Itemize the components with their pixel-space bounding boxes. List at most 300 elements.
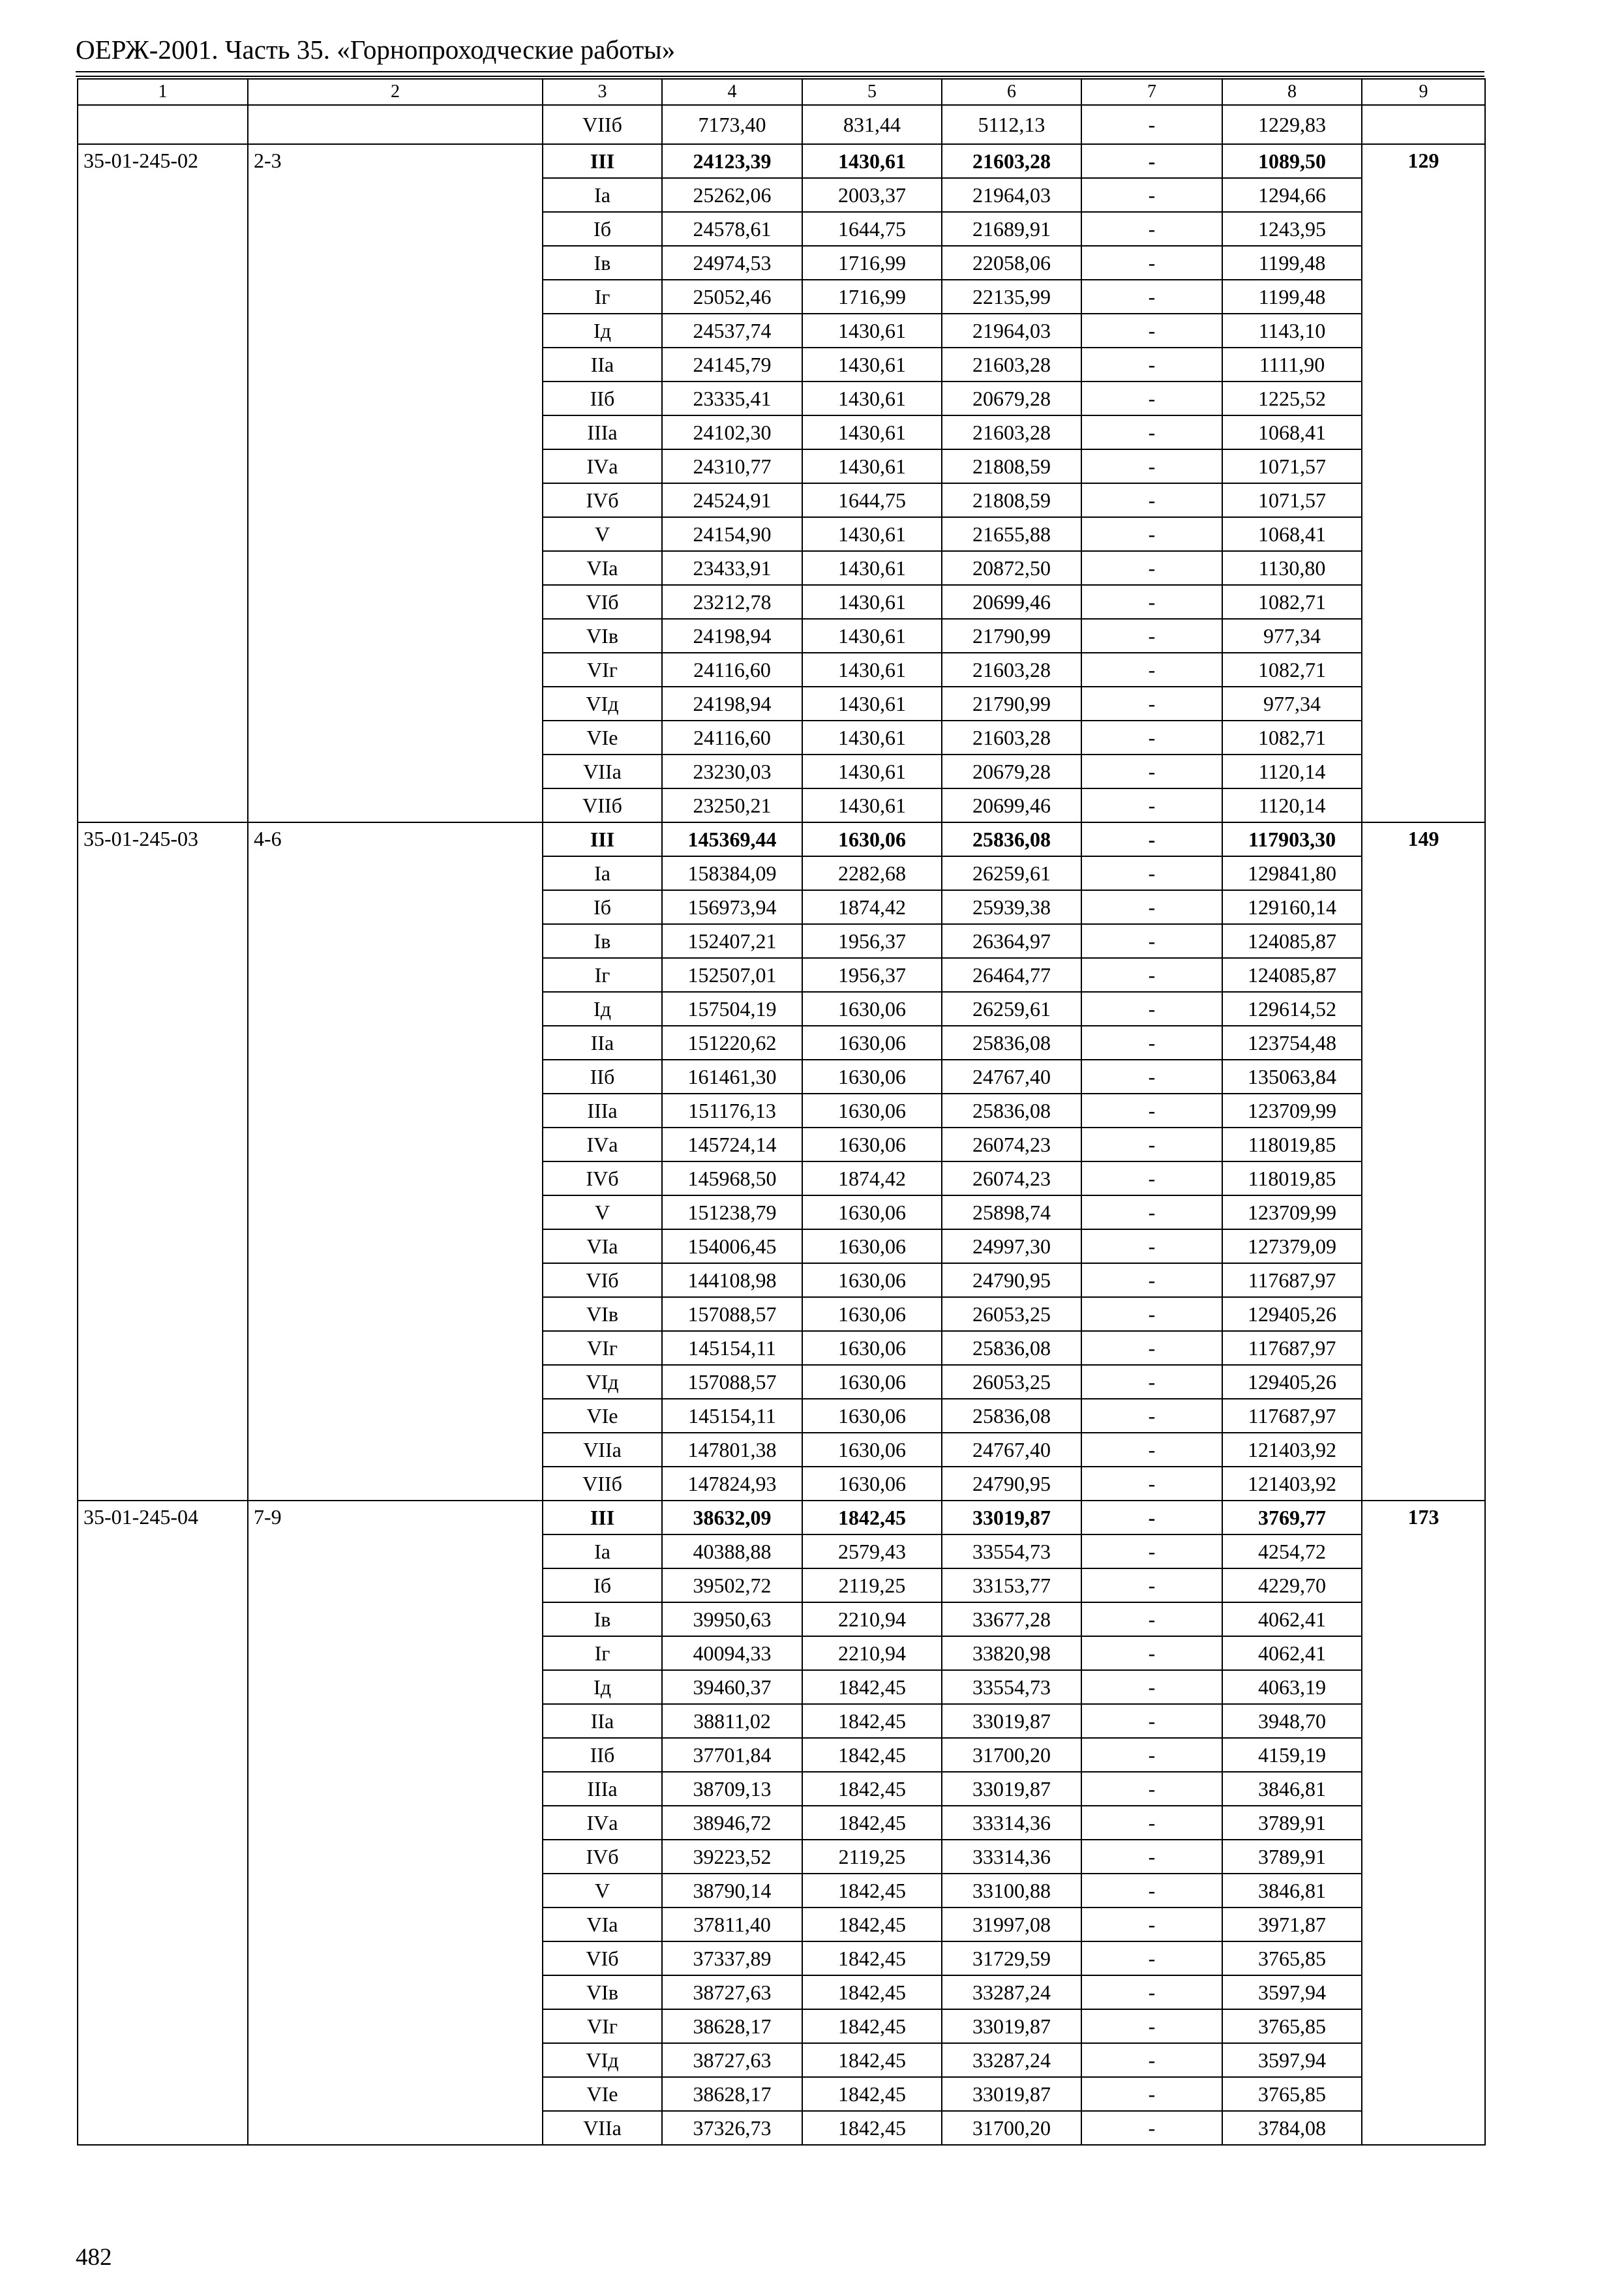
value-col6-cell: 22135,99 <box>942 280 1081 314</box>
value-col5-cell: 1430,61 <box>802 415 942 449</box>
value-col5-cell: 831,44 <box>802 105 942 144</box>
category-cell: Iб <box>543 890 662 924</box>
value-col5-cell: 1630,06 <box>802 1433 942 1467</box>
category-cell: IIа <box>543 348 662 382</box>
value-col6-cell: 33019,87 <box>942 2077 1081 2111</box>
value-col7-cell: - <box>1081 517 1222 551</box>
value-col8-cell: 1294,66 <box>1222 178 1362 212</box>
value-col5-cell: 1630,06 <box>802 1331 942 1365</box>
value-col5-cell: 1430,61 <box>802 619 942 653</box>
value-col5-cell: 1430,61 <box>802 755 942 788</box>
value-col6-cell: 25898,74 <box>942 1195 1081 1229</box>
value-col8-cell: 3789,91 <box>1222 1806 1362 1840</box>
value-col4-cell: 23230,03 <box>662 755 802 788</box>
value-col4-cell: 24974,53 <box>662 246 802 280</box>
value-col4-cell: 24116,60 <box>662 653 802 687</box>
value-col5-cell: 1842,45 <box>802 1501 942 1534</box>
value-col5-cell: 1842,45 <box>802 1738 942 1772</box>
rates-table <box>77 78 1486 2146</box>
category-cell: VIд <box>543 2043 662 2077</box>
value-col6-cell: 31997,08 <box>942 1908 1081 1941</box>
value-col5-cell: 1630,06 <box>802 992 942 1026</box>
value-col4-cell: 145369,44 <box>662 822 802 856</box>
value-col5-cell: 1644,75 <box>802 483 942 517</box>
value-col8-cell: 3765,85 <box>1222 2009 1362 2043</box>
category-cell: V <box>543 517 662 551</box>
value-col7-cell: - <box>1081 890 1222 924</box>
value-col5-cell: 1842,45 <box>802 2009 942 2043</box>
value-col4-cell: 24537,74 <box>662 314 802 348</box>
value-col6-cell: 24997,30 <box>942 1229 1081 1263</box>
value-col8-cell: 129405,26 <box>1222 1297 1362 1331</box>
value-col6-cell: 33100,88 <box>942 1874 1081 1908</box>
value-col7-cell: - <box>1081 856 1222 890</box>
value-col5-cell: 1630,06 <box>802 1365 942 1399</box>
value-col6-cell: 33153,77 <box>942 1568 1081 1602</box>
value-col4-cell: 39460,37 <box>662 1670 802 1704</box>
value-col6-cell: 21808,59 <box>942 483 1081 517</box>
range-cell: 7-9 <box>248 1501 543 2145</box>
value-col6-cell: 31700,20 <box>942 1738 1081 1772</box>
category-cell: IIа <box>543 1026 662 1060</box>
value-col4-cell: 147824,93 <box>662 1467 802 1501</box>
value-col7-cell: - <box>1081 1772 1222 1806</box>
category-cell: VIг <box>543 2009 662 2043</box>
value-col4-cell: 24154,90 <box>662 517 802 551</box>
value-col7-cell: - <box>1081 246 1222 280</box>
value-col6-cell: 24790,95 <box>942 1263 1081 1297</box>
value-col4-cell: 158384,09 <box>662 856 802 890</box>
value-col7-cell: - <box>1081 721 1222 755</box>
code-cell: 35-01-245-03 <box>78 822 248 1501</box>
value-col4-cell: 38790,14 <box>662 1874 802 1908</box>
value-col5-cell: 1630,06 <box>802 822 942 856</box>
value-col7-cell: - <box>1081 1738 1222 1772</box>
value-col7-cell: - <box>1081 1060 1222 1094</box>
value-col4-cell: 24102,30 <box>662 415 802 449</box>
value-col4-cell: 151238,79 <box>662 1195 802 1229</box>
value-col4-cell: 24145,79 <box>662 348 802 382</box>
value-col6-cell: 21603,28 <box>942 415 1081 449</box>
category-cell: VIIа <box>543 2111 662 2145</box>
value-col5-cell: 1630,06 <box>802 1060 942 1094</box>
value-col7-cell: - <box>1081 585 1222 619</box>
value-col5-cell: 1430,61 <box>802 449 942 483</box>
category-cell: VIв <box>543 1975 662 2009</box>
value-col6-cell: 25836,08 <box>942 1094 1081 1128</box>
value-col8-cell: 3948,70 <box>1222 1704 1362 1738</box>
col9-cell <box>1362 105 1485 144</box>
value-col7-cell: - <box>1081 348 1222 382</box>
value-col4-cell: 38811,02 <box>662 1704 802 1738</box>
value-col6-cell: 20679,28 <box>942 755 1081 788</box>
value-col7-cell: - <box>1081 958 1222 992</box>
category-cell: Iа <box>543 1534 662 1568</box>
value-col6-cell: 20679,28 <box>942 382 1081 415</box>
category-cell: Iв <box>543 246 662 280</box>
value-col8-cell: 124085,87 <box>1222 958 1362 992</box>
group-header-row <box>78 822 1485 856</box>
column-number-6: 6 <box>942 79 1081 105</box>
value-col8-cell: 1120,14 <box>1222 755 1362 788</box>
value-col7-cell: - <box>1081 1365 1222 1399</box>
category-cell: Iг <box>543 958 662 992</box>
value-col5-cell: 1630,06 <box>802 1195 942 1229</box>
column-number-row <box>78 79 1485 105</box>
value-col6-cell: 33019,87 <box>942 1704 1081 1738</box>
category-cell: IVб <box>543 483 662 517</box>
value-col5-cell: 1842,45 <box>802 2043 942 2077</box>
value-col7-cell: - <box>1081 178 1222 212</box>
value-col8-cell: 117903,30 <box>1222 822 1362 856</box>
value-col7-cell: - <box>1081 1840 1222 1874</box>
category-cell: VIе <box>543 721 662 755</box>
value-col4-cell: 38709,13 <box>662 1772 802 1806</box>
value-col4-cell: 24578,61 <box>662 212 802 246</box>
value-col6-cell: 26074,23 <box>942 1161 1081 1195</box>
value-col4-cell: 145154,11 <box>662 1399 802 1433</box>
value-col4-cell: 156973,94 <box>662 890 802 924</box>
category-cell: IVа <box>543 449 662 483</box>
value-col4-cell: 40388,88 <box>662 1534 802 1568</box>
value-col4-cell: 38727,63 <box>662 2043 802 2077</box>
value-col6-cell: 21689,91 <box>942 212 1081 246</box>
value-col4-cell: 23250,21 <box>662 788 802 822</box>
value-col7-cell: - <box>1081 1128 1222 1161</box>
value-col8-cell: 4062,41 <box>1222 1636 1362 1670</box>
category-cell: Iб <box>543 1568 662 1602</box>
value-col6-cell: 26464,77 <box>942 958 1081 992</box>
value-col6-cell: 20872,50 <box>942 551 1081 585</box>
value-col7-cell: - <box>1081 1195 1222 1229</box>
header-rule-top <box>76 71 1484 72</box>
value-col7-cell: - <box>1081 1636 1222 1670</box>
value-col7-cell: - <box>1081 280 1222 314</box>
value-col8-cell: 3971,87 <box>1222 1908 1362 1941</box>
value-col8-cell: 1199,48 <box>1222 280 1362 314</box>
category-cell: VIIа <box>543 755 662 788</box>
value-col6-cell: 33554,73 <box>942 1534 1081 1568</box>
value-col6-cell: 24790,95 <box>942 1467 1081 1501</box>
value-col6-cell: 33677,28 <box>942 1602 1081 1636</box>
value-col6-cell: 33314,36 <box>942 1806 1081 1840</box>
code-cell: 35-01-245-04 <box>78 1501 248 2145</box>
category-cell: Iа <box>543 856 662 890</box>
value-col8-cell: 3765,85 <box>1222 2077 1362 2111</box>
value-col5-cell: 2579,43 <box>802 1534 942 1568</box>
value-col4-cell: 37701,84 <box>662 1738 802 1772</box>
value-col8-cell: 1130,80 <box>1222 551 1362 585</box>
value-col8-cell: 118019,85 <box>1222 1128 1362 1161</box>
value-col8-cell: 3597,94 <box>1222 2043 1362 2077</box>
value-col5-cell: 1430,61 <box>802 314 942 348</box>
value-col6-cell: 21964,03 <box>942 314 1081 348</box>
value-col6-cell: 20699,46 <box>942 788 1081 822</box>
value-col4-cell: 24116,60 <box>662 721 802 755</box>
value-col8-cell: 3765,85 <box>1222 1941 1362 1975</box>
category-cell: VIIб <box>543 788 662 822</box>
value-col4-cell: 157088,57 <box>662 1297 802 1331</box>
value-col7-cell: - <box>1081 1806 1222 1840</box>
value-col8-cell: 129841,80 <box>1222 856 1362 890</box>
value-col8-cell: 123754,48 <box>1222 1026 1362 1060</box>
value-col7-cell: - <box>1081 1263 1222 1297</box>
value-col6-cell: 31700,20 <box>942 2111 1081 2145</box>
value-col6-cell: 25836,08 <box>942 1026 1081 1060</box>
value-col7-cell: - <box>1081 314 1222 348</box>
column-number-7: 7 <box>1081 79 1222 105</box>
value-col8-cell: 1082,71 <box>1222 721 1362 755</box>
value-col8-cell: 1068,41 <box>1222 517 1362 551</box>
category-cell: VIе <box>543 2077 662 2111</box>
category-cell: IIб <box>543 1738 662 1772</box>
value-col6-cell: 21655,88 <box>942 517 1081 551</box>
category-cell: V <box>543 1874 662 1908</box>
category-cell: VIа <box>543 1908 662 1941</box>
value-col5-cell: 1630,06 <box>802 1094 942 1128</box>
value-col7-cell: - <box>1081 2077 1222 2111</box>
value-col7-cell: - <box>1081 992 1222 1026</box>
value-col6-cell: 5112,13 <box>942 105 1081 144</box>
value-col4-cell: 145724,14 <box>662 1128 802 1161</box>
value-col5-cell: 1874,42 <box>802 1161 942 1195</box>
category-cell: VIIа <box>543 1433 662 1467</box>
value-col4-cell: 24524,91 <box>662 483 802 517</box>
value-col5-cell: 1430,61 <box>802 687 942 721</box>
value-col7-cell: - <box>1081 619 1222 653</box>
value-col4-cell: 23212,78 <box>662 585 802 619</box>
value-col5-cell: 1430,61 <box>802 551 942 585</box>
value-col7-cell: - <box>1081 144 1222 178</box>
value-col8-cell: 1082,71 <box>1222 653 1362 687</box>
value-col4-cell: 152407,21 <box>662 924 802 958</box>
value-col6-cell: 26259,61 <box>942 992 1081 1026</box>
category-cell: III <box>543 144 662 178</box>
value-col7-cell: - <box>1081 1399 1222 1433</box>
category-cell: Iг <box>543 1636 662 1670</box>
category-cell: Iв <box>543 1602 662 1636</box>
value-col8-cell: 123709,99 <box>1222 1195 1362 1229</box>
value-col6-cell: 25836,08 <box>942 1399 1081 1433</box>
value-col5-cell: 1630,06 <box>802 1026 942 1060</box>
value-col5-cell: 1842,45 <box>802 1941 942 1975</box>
value-col7-cell: - <box>1081 1874 1222 1908</box>
value-col5-cell: 1716,99 <box>802 280 942 314</box>
code-cell <box>78 105 248 144</box>
page-header-title: ОЕРЖ-2001. Часть 35. «Горнопроходческие работы» <box>76 35 676 65</box>
category-cell: IIб <box>543 382 662 415</box>
range-cell <box>248 105 543 144</box>
value-col7-cell: - <box>1081 1467 1222 1501</box>
value-col8-cell: 977,34 <box>1222 619 1362 653</box>
value-col8-cell: 3597,94 <box>1222 1975 1362 2009</box>
value-col4-cell: 24198,94 <box>662 619 802 653</box>
value-col6-cell: 21603,28 <box>942 653 1081 687</box>
value-col6-cell: 33314,36 <box>942 1840 1081 1874</box>
category-cell: IIб <box>543 1060 662 1094</box>
value-col8-cell: 121403,92 <box>1222 1467 1362 1501</box>
value-col7-cell: - <box>1081 1161 1222 1195</box>
value-col8-cell: 4254,72 <box>1222 1534 1362 1568</box>
value-col8-cell: 1225,52 <box>1222 382 1362 415</box>
value-col4-cell: 144108,98 <box>662 1263 802 1297</box>
category-cell: VIб <box>543 1263 662 1297</box>
value-col7-cell: - <box>1081 483 1222 517</box>
value-col8-cell: 117687,97 <box>1222 1331 1362 1365</box>
value-col8-cell: 1229,83 <box>1222 105 1362 144</box>
column-number-9: 9 <box>1362 79 1485 105</box>
value-col5-cell: 1842,45 <box>802 1874 942 1908</box>
value-col5-cell: 1430,61 <box>802 144 942 178</box>
value-col6-cell: 33820,98 <box>942 1636 1081 1670</box>
value-col8-cell: 977,34 <box>1222 687 1362 721</box>
value-col8-cell: 1111,90 <box>1222 348 1362 382</box>
category-cell: IIа <box>543 1704 662 1738</box>
value-col7-cell: - <box>1081 1568 1222 1602</box>
value-col8-cell: 117687,97 <box>1222 1263 1362 1297</box>
value-col5-cell: 1630,06 <box>802 1128 942 1161</box>
continuation-row <box>78 105 1485 144</box>
value-col8-cell: 117687,97 <box>1222 1399 1362 1433</box>
value-col5-cell: 2119,25 <box>802 1840 942 1874</box>
value-col7-cell: - <box>1081 1094 1222 1128</box>
value-col7-cell: - <box>1081 1670 1222 1704</box>
category-cell: VIд <box>543 1365 662 1399</box>
category-cell: VIе <box>543 1399 662 1433</box>
value-col8-cell: 3789,91 <box>1222 1840 1362 1874</box>
category-cell: VIв <box>543 619 662 653</box>
value-col7-cell: - <box>1081 788 1222 822</box>
code-cell: 35-01-245-02 <box>78 144 248 822</box>
value-col7-cell: - <box>1081 382 1222 415</box>
value-col8-cell: 1082,71 <box>1222 585 1362 619</box>
value-col7-cell: - <box>1081 1941 1222 1975</box>
value-col8-cell: 127379,09 <box>1222 1229 1362 1263</box>
value-col4-cell: 147801,38 <box>662 1433 802 1467</box>
value-col8-cell: 4063,19 <box>1222 1670 1362 1704</box>
col9-cell: 149 <box>1362 822 1485 1501</box>
column-number-2: 2 <box>248 79 543 105</box>
value-col4-cell: 151220,62 <box>662 1026 802 1060</box>
value-col4-cell: 37337,89 <box>662 1941 802 1975</box>
category-cell: III <box>543 822 662 856</box>
value-col6-cell: 24767,40 <box>942 1060 1081 1094</box>
value-col7-cell: - <box>1081 1331 1222 1365</box>
value-col7-cell: - <box>1081 1026 1222 1060</box>
value-col5-cell: 1842,45 <box>802 1908 942 1941</box>
category-cell: IIIа <box>543 1094 662 1128</box>
value-col4-cell: 24123,39 <box>662 144 802 178</box>
value-col8-cell: 129160,14 <box>1222 890 1362 924</box>
value-col5-cell: 1630,06 <box>802 1229 942 1263</box>
value-col4-cell: 145154,11 <box>662 1331 802 1365</box>
value-col4-cell: 39502,72 <box>662 1568 802 1602</box>
table-body <box>78 79 1485 2145</box>
value-col8-cell: 1071,57 <box>1222 483 1362 517</box>
value-col7-cell: - <box>1081 1229 1222 1263</box>
value-col7-cell: - <box>1081 2043 1222 2077</box>
category-cell: IVб <box>543 1161 662 1195</box>
value-col6-cell: 21603,28 <box>942 721 1081 755</box>
value-col5-cell: 1430,61 <box>802 653 942 687</box>
value-col5-cell: 1630,06 <box>802 1399 942 1433</box>
value-col6-cell: 21603,28 <box>942 348 1081 382</box>
value-col5-cell: 1630,06 <box>802 1297 942 1331</box>
category-cell: Iд <box>543 1670 662 1704</box>
value-col4-cell: 154006,45 <box>662 1229 802 1263</box>
value-col6-cell: 26053,25 <box>942 1365 1081 1399</box>
value-col7-cell: - <box>1081 449 1222 483</box>
value-col4-cell: 157088,57 <box>662 1365 802 1399</box>
value-col7-cell: - <box>1081 1297 1222 1331</box>
value-col5-cell: 1956,37 <box>802 958 942 992</box>
value-col6-cell: 20699,46 <box>942 585 1081 619</box>
value-col8-cell: 3846,81 <box>1222 1874 1362 1908</box>
column-number-8: 8 <box>1222 79 1362 105</box>
value-col6-cell: 26259,61 <box>942 856 1081 890</box>
value-col6-cell: 26074,23 <box>942 1128 1081 1161</box>
value-col8-cell: 124085,87 <box>1222 924 1362 958</box>
value-col7-cell: - <box>1081 2111 1222 2145</box>
value-col4-cell: 152507,01 <box>662 958 802 992</box>
value-col4-cell: 38632,09 <box>662 1501 802 1534</box>
category-cell: VIг <box>543 1331 662 1365</box>
value-col8-cell: 4062,41 <box>1222 1602 1362 1636</box>
value-col6-cell: 21808,59 <box>942 449 1081 483</box>
category-cell: IVб <box>543 1840 662 1874</box>
value-col8-cell: 4159,19 <box>1222 1738 1362 1772</box>
category-cell: VIг <box>543 653 662 687</box>
value-col7-cell: - <box>1081 415 1222 449</box>
value-col5-cell: 1430,61 <box>802 517 942 551</box>
value-col5-cell: 1430,61 <box>802 348 942 382</box>
value-col4-cell: 7173,40 <box>662 105 802 144</box>
value-col6-cell: 33019,87 <box>942 1772 1081 1806</box>
value-col6-cell: 21964,03 <box>942 178 1081 212</box>
value-col6-cell: 26053,25 <box>942 1297 1081 1331</box>
value-col4-cell: 25052,46 <box>662 280 802 314</box>
category-cell: IVа <box>543 1128 662 1161</box>
value-col7-cell: - <box>1081 687 1222 721</box>
value-col5-cell: 1842,45 <box>802 2111 942 2145</box>
category-cell: IVа <box>543 1806 662 1840</box>
range-cell: 4-6 <box>248 822 543 1501</box>
value-col6-cell: 21790,99 <box>942 687 1081 721</box>
group-header-row <box>78 1501 1485 1534</box>
value-col5-cell: 1430,61 <box>802 788 942 822</box>
value-col8-cell: 3769,77 <box>1222 1501 1362 1534</box>
value-col4-cell: 40094,33 <box>662 1636 802 1670</box>
value-col5-cell: 2210,94 <box>802 1602 942 1636</box>
value-col4-cell: 25262,06 <box>662 178 802 212</box>
value-col4-cell: 157504,19 <box>662 992 802 1026</box>
value-col8-cell: 135063,84 <box>1222 1060 1362 1094</box>
category-cell: VIб <box>543 585 662 619</box>
value-col5-cell: 1430,61 <box>802 382 942 415</box>
value-col8-cell: 3784,08 <box>1222 2111 1362 2145</box>
value-col5-cell: 1644,75 <box>802 212 942 246</box>
value-col8-cell: 4229,70 <box>1222 1568 1362 1602</box>
value-col4-cell: 24310,77 <box>662 449 802 483</box>
value-col8-cell: 1071,57 <box>1222 449 1362 483</box>
category-cell: Iг <box>543 280 662 314</box>
value-col6-cell: 22058,06 <box>942 246 1081 280</box>
value-col6-cell: 25939,38 <box>942 890 1081 924</box>
category-cell: VIв <box>543 1297 662 1331</box>
value-col4-cell: 24198,94 <box>662 687 802 721</box>
value-col4-cell: 23433,91 <box>662 551 802 585</box>
value-col5-cell: 1842,45 <box>802 1704 942 1738</box>
